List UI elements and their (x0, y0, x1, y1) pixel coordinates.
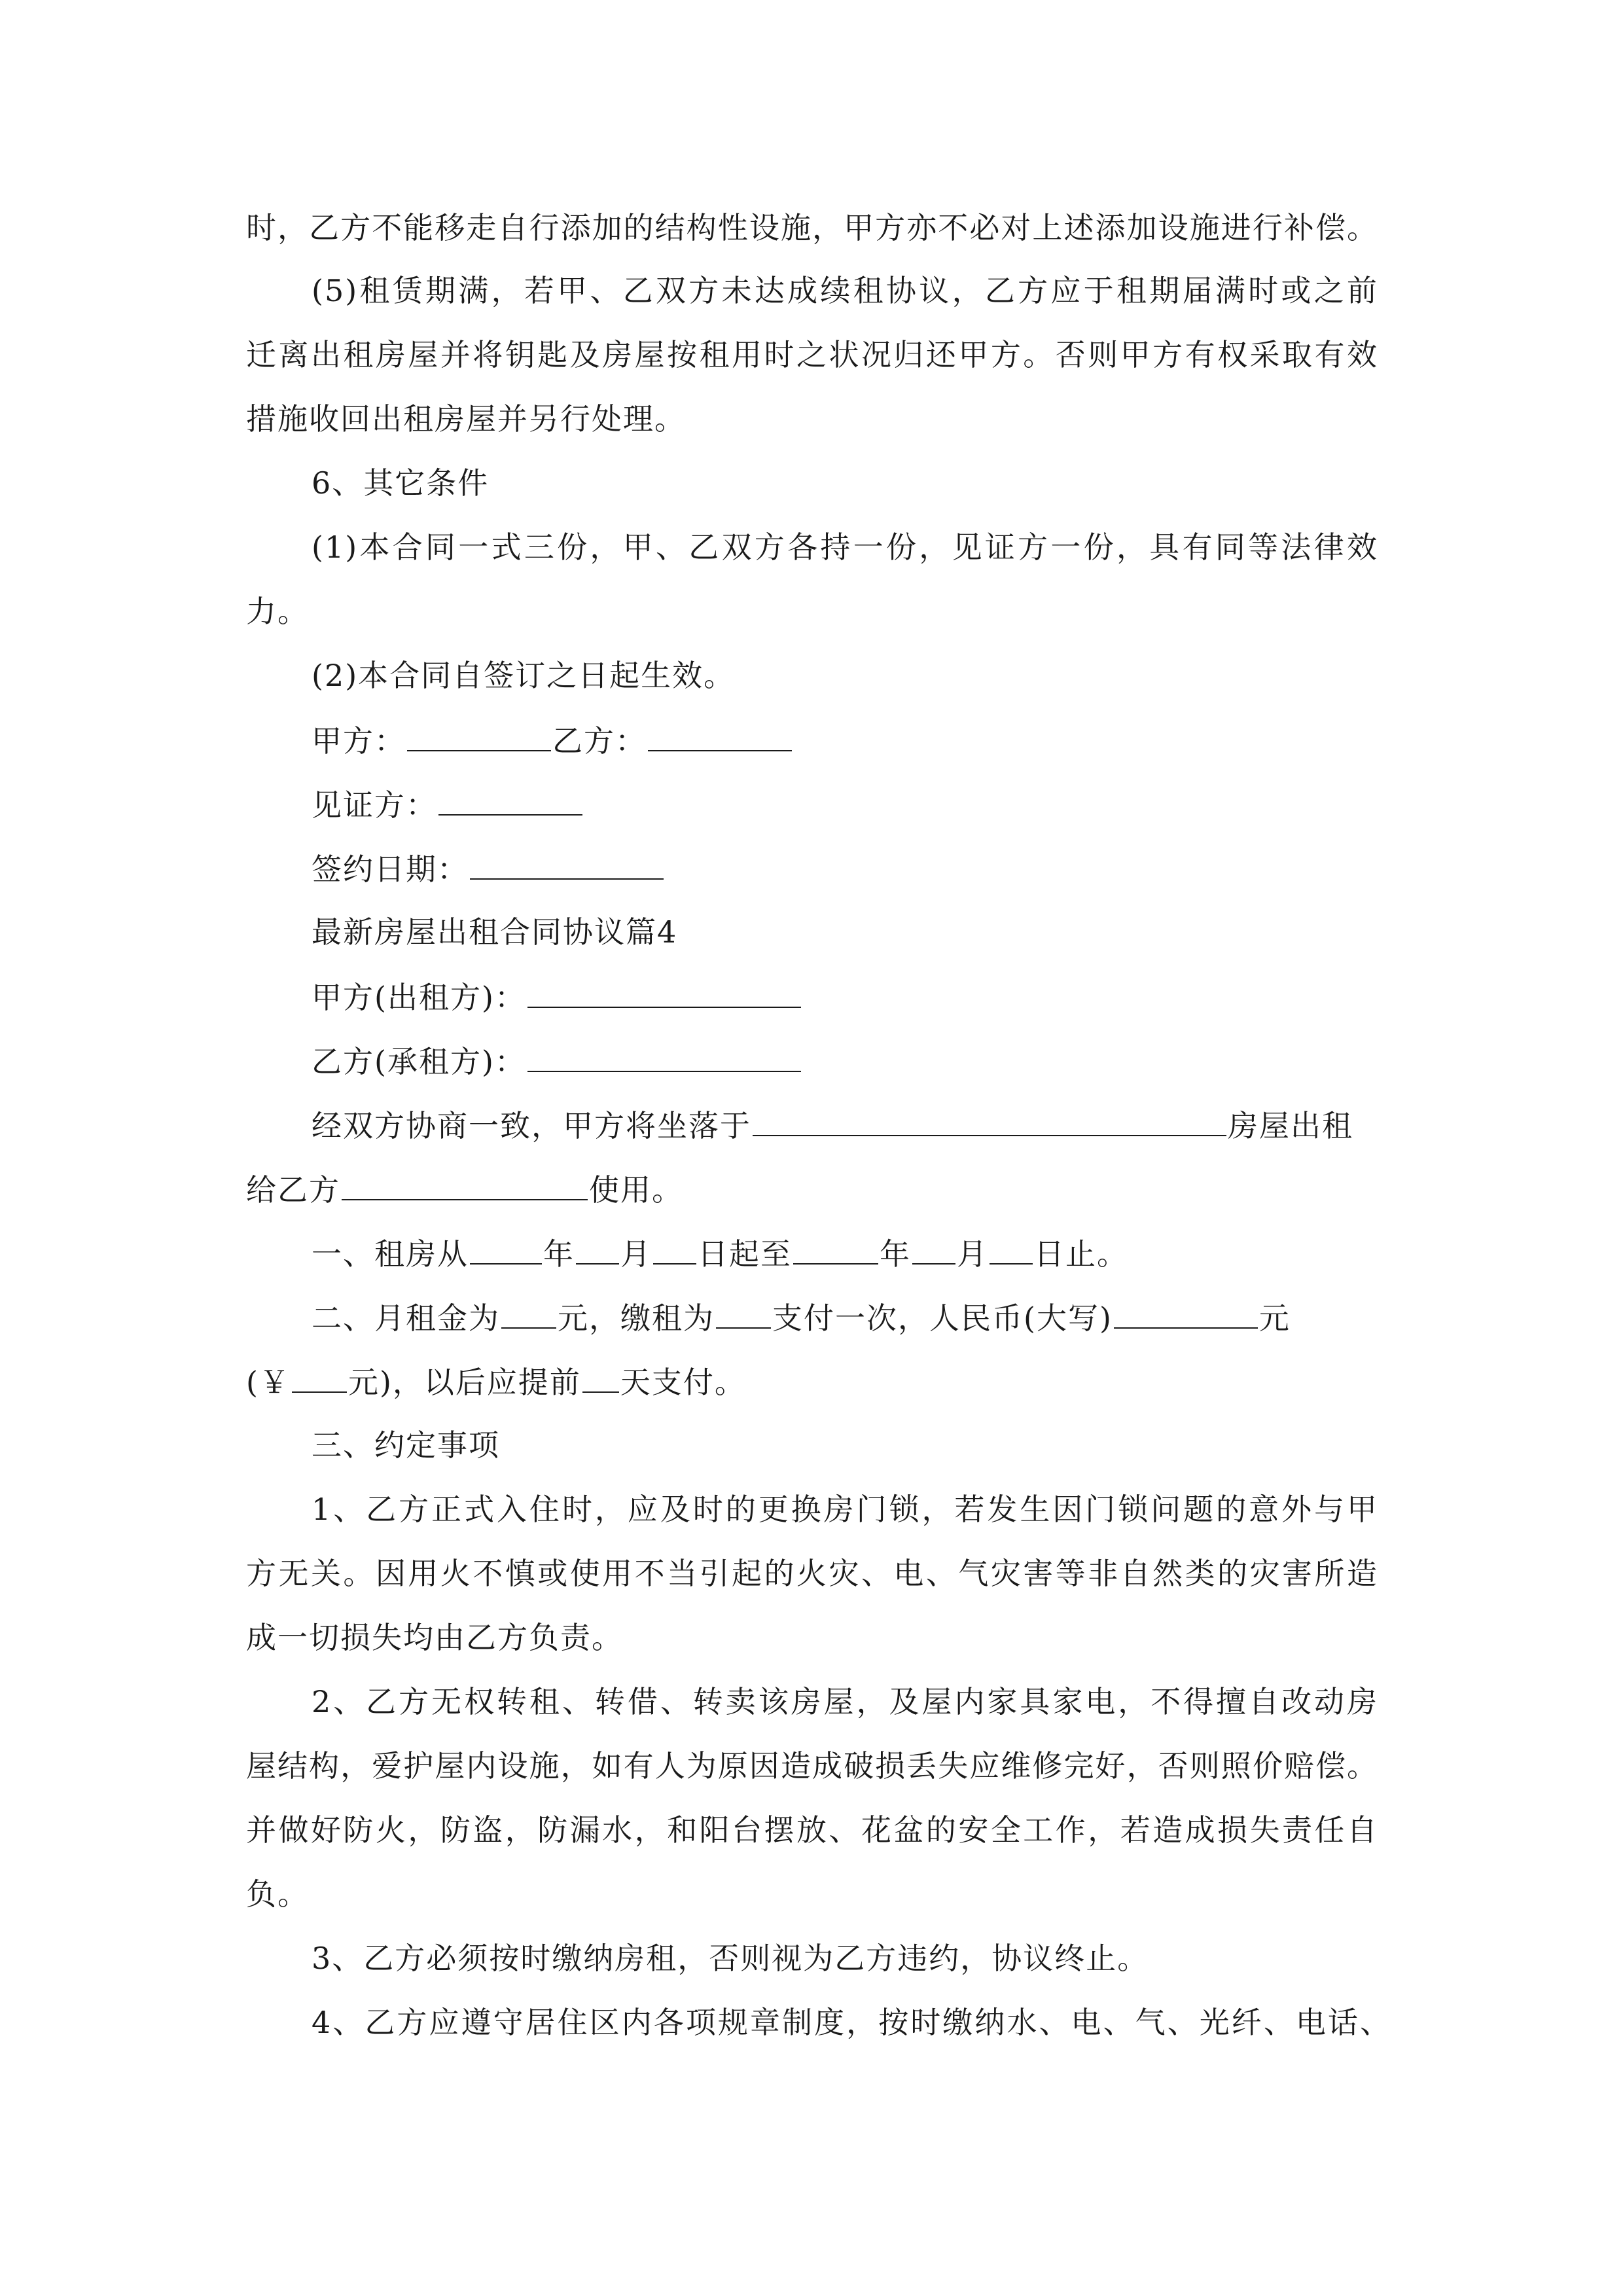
end-month-blank[interactable] (912, 1233, 955, 1265)
agreement-text: 房屋出租 (1228, 1108, 1353, 1143)
term-text: 一、租房从 (312, 1236, 469, 1272)
paragraph-line: (1)本合同一式三份，甲、乙双方各持一份，见证方一份，具有同等法律效 (312, 529, 1378, 565)
rent-text: 支付一次，人民币(大写) (772, 1300, 1113, 1336)
start-day-blank[interactable] (653, 1233, 696, 1265)
rent-words-blank[interactable] (1114, 1297, 1258, 1329)
paragraph-line: 3、乙方必须按时缴纳房租，否则视为乙方违约，协议终止。 (312, 1941, 1149, 1976)
paragraph-line: 4、乙方应遵守居住区内各项规章制度，按时缴纳水、电、气、光纤、电话、 (312, 2005, 1391, 2040)
agreement-text: 给乙方 (246, 1172, 340, 1208)
section-heading: 6、其它条件 (312, 465, 490, 501)
party-a-blank[interactable] (527, 977, 801, 1008)
paragraph-line: 时，乙方不能移走自行添加的结构性设施，甲方亦不必对上述添加设施进行补偿。 (246, 210, 1378, 245)
paragraph-line: 负。 (246, 1876, 309, 1912)
party-a-sign-label: 甲方： (312, 723, 406, 759)
rent-line-1 (312, 1297, 1291, 1338)
usage-blank[interactable] (342, 1169, 588, 1200)
paragraph-line: (2)本合同自签订之日起生效。 (312, 658, 736, 693)
contract-heading: 最新房屋出租合同协议篇4 (312, 914, 678, 950)
rent-text: (￥ (246, 1365, 291, 1400)
party-a-line (312, 977, 802, 1017)
term-text: 日止。 (1034, 1236, 1128, 1272)
payment-period-blank[interactable] (716, 1297, 771, 1329)
sign-date-blank[interactable] (470, 848, 664, 880)
rent-text: 二、月租金为 (312, 1300, 500, 1336)
witness-label: 见证方： (312, 787, 437, 823)
end-day-blank[interactable] (990, 1233, 1033, 1265)
agreement-text: 经双方协商一致，甲方将坐落于 (312, 1108, 751, 1143)
party-b-blank[interactable] (527, 1041, 801, 1072)
address-blank[interactable] (753, 1105, 1226, 1136)
sign-date-label: 签约日期： (312, 852, 469, 887)
term-text: 月 (957, 1236, 988, 1272)
end-year-blank[interactable] (793, 1233, 878, 1265)
rent-amount-blank[interactable] (292, 1361, 347, 1393)
party-b-sign-blank[interactable] (648, 720, 792, 751)
party-b-sign-label: 乙方： (552, 723, 647, 759)
paragraph-line: 并做好防火，防盗，防漏水，和阳台摆放、花盆的安全工作，若造成损失责任自 (246, 1812, 1378, 1848)
monthly-rent-blank[interactable] (501, 1297, 556, 1329)
term-text: 日起至 (698, 1236, 792, 1272)
rent-line-2 (246, 1361, 746, 1402)
start-month-blank[interactable] (576, 1233, 619, 1265)
term-text: 年 (543, 1236, 575, 1272)
rent-text: 元 (1258, 1300, 1291, 1336)
term-line (312, 1233, 1128, 1274)
signature-line-date (312, 848, 665, 889)
paragraph-line: 1、乙方正式入住时，应及时的更换房门锁，若发生因门锁问题的意外与甲 (312, 1492, 1378, 1527)
term-text: 月 (620, 1236, 652, 1272)
paragraph-line: 力。 (246, 594, 309, 629)
agreement-text: 使用。 (589, 1172, 683, 1208)
party-b-line (312, 1041, 802, 1081)
term-text: 年 (880, 1236, 911, 1272)
rent-text: 元，缴租为 (558, 1300, 715, 1336)
paragraph-line: 屋结构，爱护屋内设施，如有人为原因造成破损丢失应维修完好，否则照价赔偿。 (246, 1748, 1378, 1784)
party-b-label: 乙方(承租方)： (312, 1044, 526, 1079)
start-year-blank[interactable] (470, 1233, 542, 1265)
agreement-line-2 (246, 1169, 683, 1210)
agreement-line-1 (312, 1105, 1353, 1145)
section-heading: 三、约定事项 (312, 1427, 500, 1463)
paragraph-line: 方无关。因用火不慎或使用不当引起的火灾、电、气灾害等非自然类的灾害所造 (246, 1556, 1378, 1591)
witness-blank[interactable] (438, 784, 582, 816)
signature-line-witness (312, 784, 584, 825)
paragraph-line: (5)租赁期满，若甲、乙双方未达成续租协议，乙方应于租期届满时或之前 (312, 273, 1378, 308)
paragraph-line: 2、乙方无权转租、转借、转卖该房屋，及屋内家具家电，不得擅自改动房 (312, 1684, 1378, 1719)
rent-text: 天支付。 (620, 1365, 746, 1400)
party-a-label: 甲方(出租方)： (312, 980, 526, 1015)
paragraph-line: 成一切损失均由乙方负责。 (246, 1620, 623, 1655)
paragraph-line: 措施收回出租房屋并另行处理。 (246, 401, 686, 437)
advance-days-blank[interactable] (582, 1361, 619, 1393)
party-a-sign-blank[interactable] (407, 720, 551, 751)
signature-line-parties (312, 720, 793, 761)
rent-text: 元)，以后应提前 (348, 1365, 581, 1400)
paragraph-line: 迁离出租房屋并将钥匙及房屋按租用时之状况归还甲方。否则甲方有权采取有效 (246, 337, 1378, 372)
